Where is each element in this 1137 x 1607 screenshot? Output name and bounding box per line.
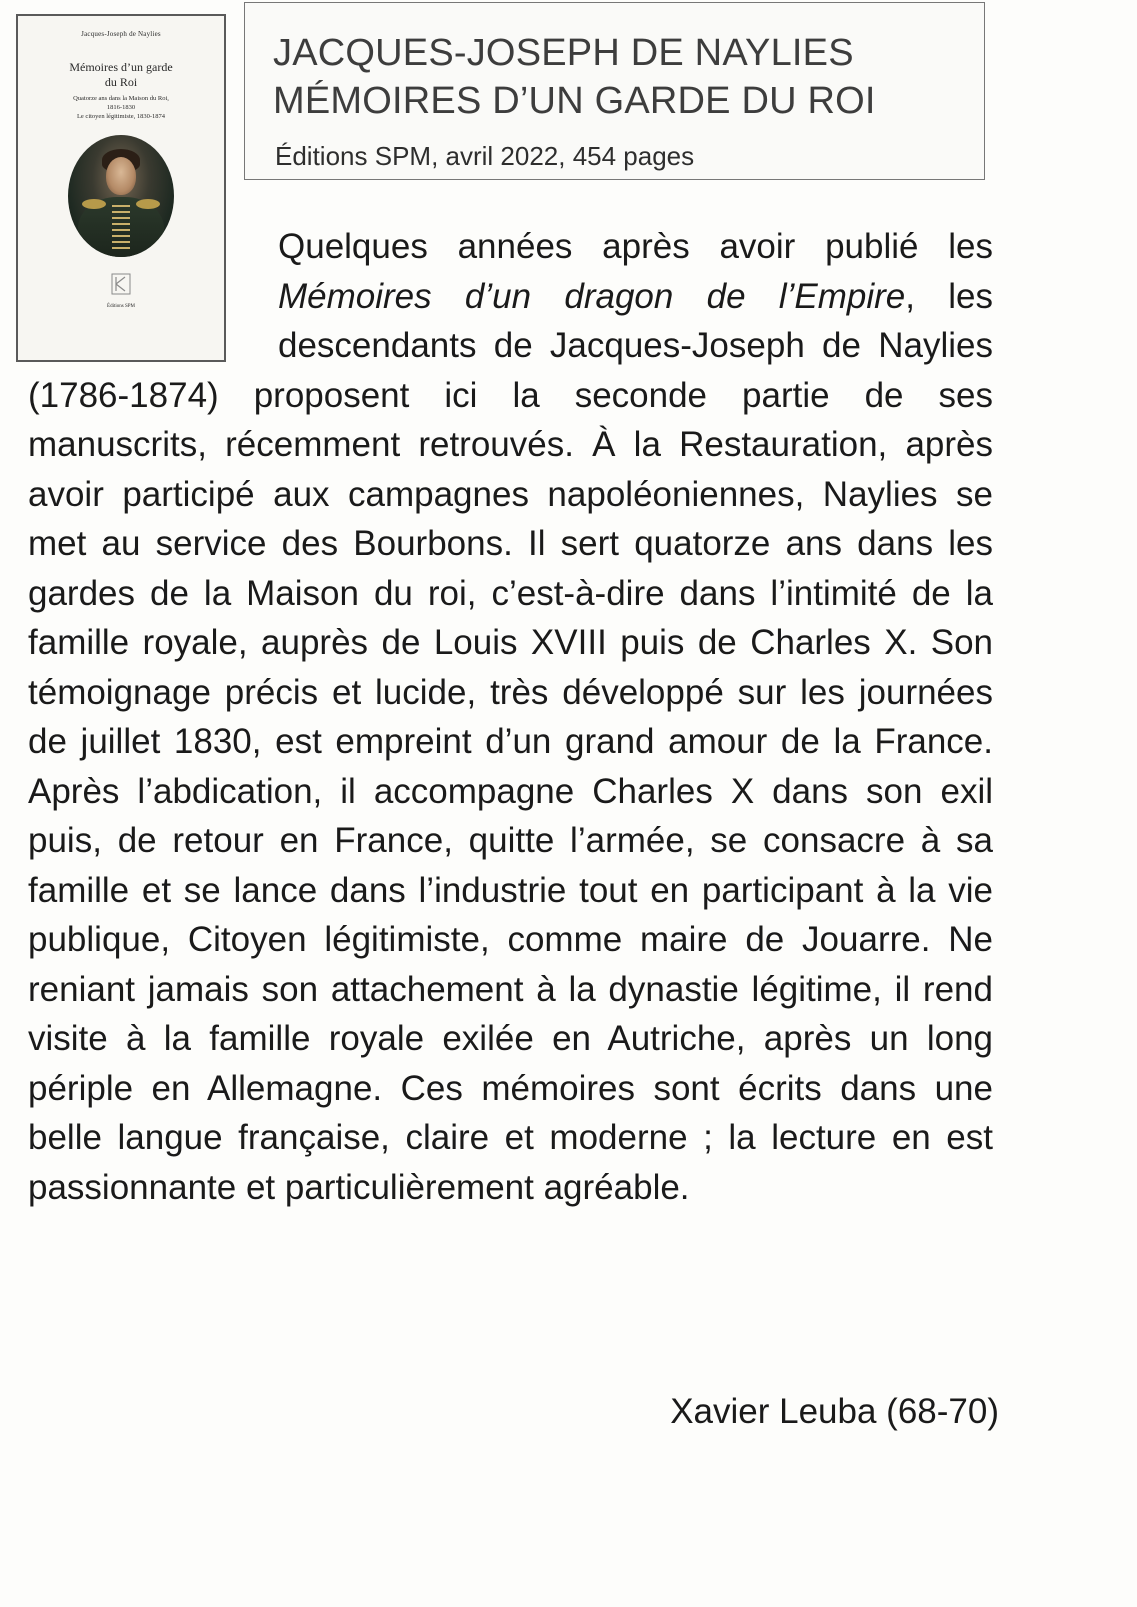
cover-author: Jacques-Joseph de Naylies bbox=[81, 30, 161, 38]
cover-subtitle-line: Quatorze ans dans la Maison du Roi, bbox=[73, 95, 169, 102]
book-header-box bbox=[244, 2, 985, 180]
cover-title-line: du Roi bbox=[104, 75, 138, 89]
cover-subtitle bbox=[18, 94, 224, 121]
cover-publisher: Éditions SPM bbox=[107, 304, 135, 309]
review-text-part: , les descendants de Jacques-Joseph de Naylies (1786-1874) proposent ici la seconde partie de ses manuscrits, récemment retrouvés. À la Restauration, après avoir participé aux campagnes napoléoniennes, Naylies se met au service des Bourbons. Il sert quatorze ans dans les gardes de la Maison du roi, c’est-à-dire dans l’intimité de la famille royale, auprès de Louis XVIII puis de Charles X. Son témoignage précis et lucide, très développé sur les journées de juillet 1830, est empreint d’un grand amour de la France. Après l’abdication, il accompagne Charles X dans son exil puis, de retour en France, quitte l’armée, se consacre à sa famille et se lance dans l’industrie tout en participant à la vie publique, Citoyen légitimiste, comme maire de Jouarre. Ne reniant jamais son attachement à la dynastie légitime, il rend visite à la famille royale exilée en Autriche, après un long périple en Allemagne. Ces mémoires sont écrits dans une belle langue française, claire et moderne ; la lecture en est passionnante et particulièrement agréable. bbox=[28, 276, 993, 1207]
review-text bbox=[28, 222, 993, 1212]
review-text-part: Quelques années après avoir publié les bbox=[278, 227, 993, 266]
review-signature: Xavier Leuba (68-70) bbox=[670, 1392, 999, 1431]
cover-title-line: Mémoires d’un garde bbox=[69, 60, 173, 74]
cover-subtitle-line: 1816-1830 bbox=[106, 104, 136, 111]
cited-book-title: Mémoires d’un dragon de l’Empire bbox=[278, 276, 906, 316]
cover-title bbox=[18, 60, 224, 90]
book-title bbox=[273, 29, 876, 125]
cover-subtitle-line: Le citoyen légitimiste, 1830-1874 bbox=[76, 113, 166, 120]
book-author-line: JACQUES-JOSEPH DE NAYLIES bbox=[273, 32, 854, 74]
book-publication-info: Éditions SPM, avril 2022, 454 pages bbox=[275, 141, 695, 171]
book-title-line: MÉMOIRES D’UN GARDE DU ROI bbox=[273, 80, 876, 122]
